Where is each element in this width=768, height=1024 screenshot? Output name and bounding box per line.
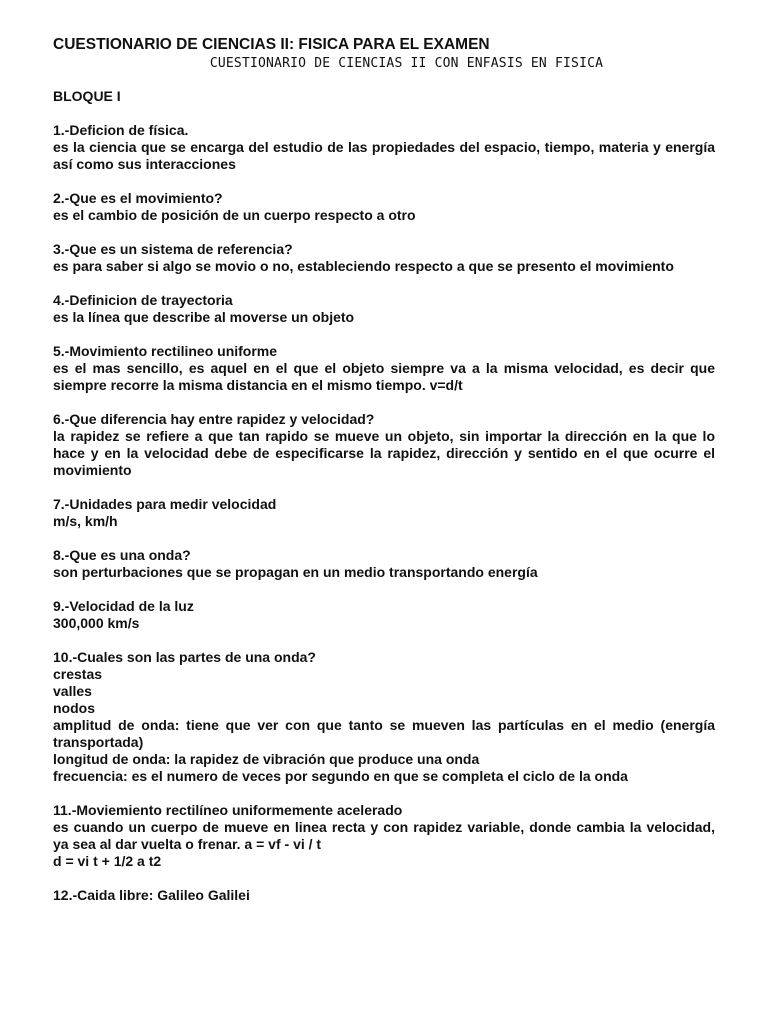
question-text: 1.-Deficion de física. xyxy=(53,122,189,138)
question-block xyxy=(53,190,715,224)
document-subtitle: CUESTIONARIO DE CIENCIAS II CON ENFASIS EN FISICA xyxy=(209,56,604,71)
question-block xyxy=(53,598,715,632)
answer-text: valles xyxy=(53,683,92,699)
question-block xyxy=(53,887,715,904)
block-heading: BLOQUE I xyxy=(53,88,121,104)
question-block xyxy=(53,802,715,870)
answer-text: es cuando un cuerpo de mueve en linea recta y con rapidez variable, donde cambia la velocidad, ya sea al dar vuelta o frenar. a = vf - vi / t xyxy=(53,819,715,852)
question-list xyxy=(53,122,715,904)
answer-text: es el mas sencillo, es aquel en el que el objeto siempre va a la misma velocidad, es decir que siempre recorre la misma distancia en el mismo tiempo. v=d/t xyxy=(53,360,715,393)
answer-text: amplitud de onda: tiene que ver con que tanto se mueven las partículas en el medio (energía transportada) xyxy=(53,717,715,750)
question-text: 3.-Que es un sistema de referencia? xyxy=(53,241,293,257)
answer-text: frecuencia: es el numero de veces por segundo en que se completa el ciclo de la onda xyxy=(53,768,628,784)
question-block xyxy=(53,122,715,173)
question-text: 11.-Moviemiento rectilíneo uniformemente acelerado xyxy=(53,802,403,818)
question-block xyxy=(53,241,715,275)
answer-text: crestas xyxy=(53,666,103,682)
document-page xyxy=(53,35,715,904)
answer-text: m/s, km/h xyxy=(53,513,118,529)
question-text: 5.-Movimiento rectilineo uniforme xyxy=(53,343,278,359)
question-text: 6.-Que diferencia hay entre rapidez y velocidad? xyxy=(53,411,375,427)
answer-text: es para saber si algo se movio o no, estableciendo respecto a que se presento el movimiento xyxy=(53,258,674,274)
question-block xyxy=(53,547,715,581)
answer-text: longitud de onda: la rapidez de vibración que produce una onda xyxy=(53,751,480,767)
question-text: 12.-Caida libre: Galileo Galilei xyxy=(53,887,250,903)
answer-text: d = vi t + 1/2 a t2 xyxy=(53,853,162,869)
question-text: 9.-Velocidad de la luz xyxy=(53,598,194,614)
question-block xyxy=(53,343,715,394)
answer-text: 300,000 km/s xyxy=(53,615,140,631)
answer-text: es la línea que describe al moverse un objeto xyxy=(53,309,355,325)
answer-text: es la ciencia que se encarga del estudio de las propiedades del espacio, tiempo, materia y energía así como sus interacciones xyxy=(53,139,715,172)
question-text: 7.-Unidades para medir velocidad xyxy=(53,496,277,512)
question-block xyxy=(53,292,715,326)
answer-text: nodos xyxy=(53,700,95,716)
document-title: CUESTIONARIO DE CIENCIAS II: FISICA PARA EL EXAMEN xyxy=(53,36,490,53)
answer-text: la rapidez se refiere a que tan rapido se mueve un objeto, sin importar la dirección en la que lo hace y en la velocidad debe de especificarse la rapidez, dirección y sentido en el que ocurre el movimiento xyxy=(53,428,715,478)
question-block xyxy=(53,649,715,785)
question-block xyxy=(53,411,715,479)
question-text: 8.-Que es una onda? xyxy=(53,547,191,563)
question-text: 2.-Que es el movimiento? xyxy=(53,190,223,206)
question-block xyxy=(53,496,715,530)
question-text: 10.-Cuales son las partes de una onda? xyxy=(53,649,316,665)
question-text: 4.-Definicion de trayectoria xyxy=(53,292,233,308)
answer-text: es el cambio de posición de un cuerpo respecto a otro xyxy=(53,207,416,223)
answer-text: son perturbaciones que se propagan en un medio transportando energía xyxy=(53,564,538,580)
